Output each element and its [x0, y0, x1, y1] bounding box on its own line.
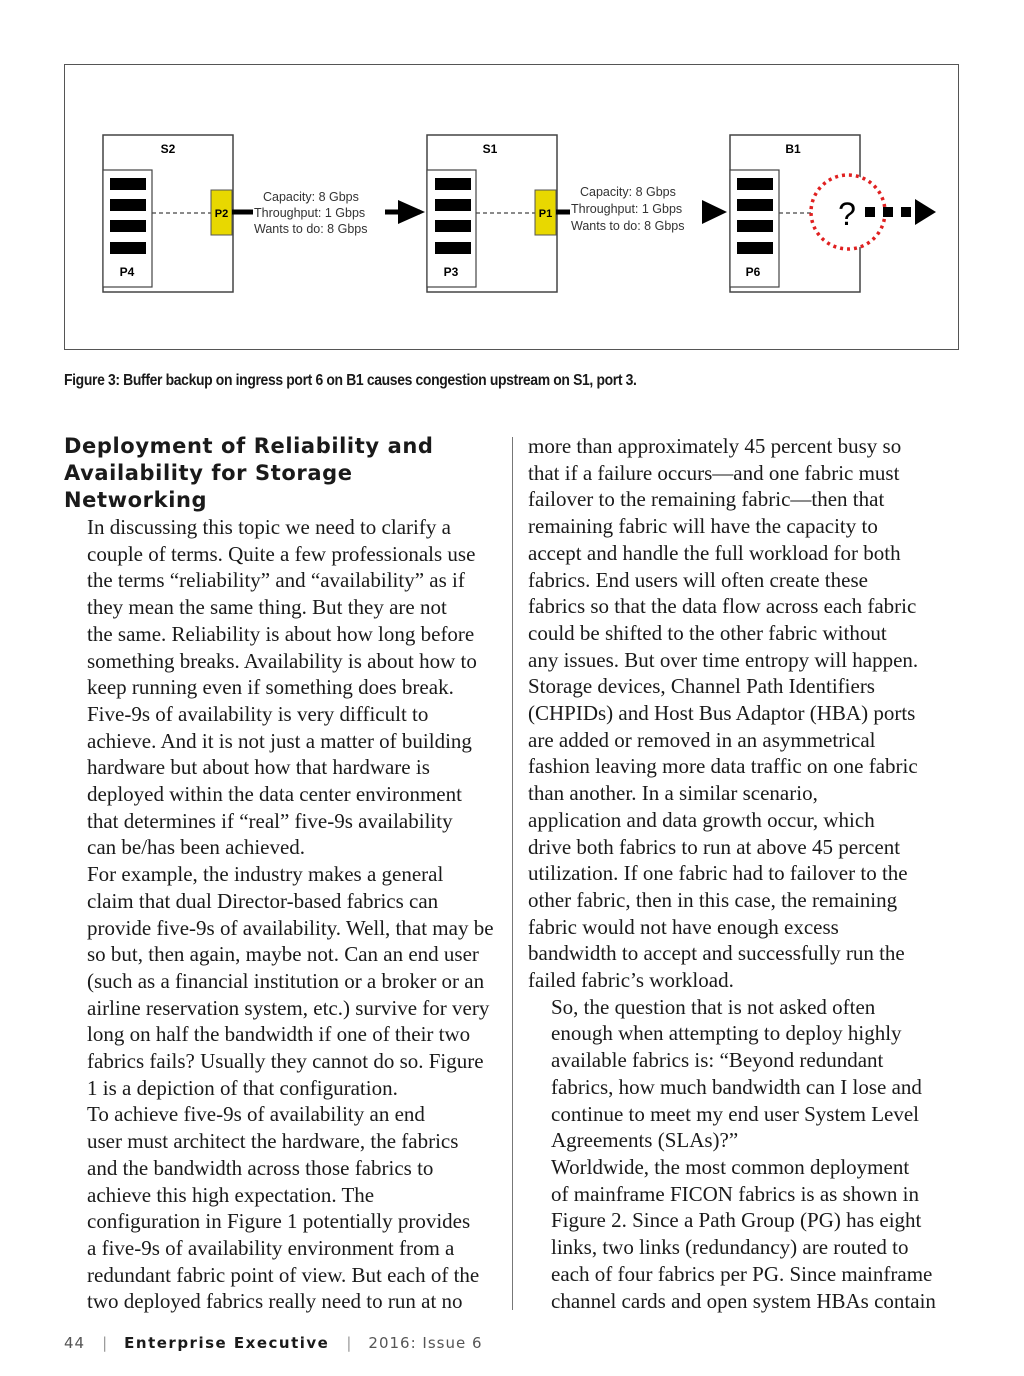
text-line: airline reservation system, etc.) survive for very [87, 995, 490, 1020]
text-line: each of four fabrics per PG. Since mainframe [551, 1261, 933, 1286]
text-line: two deployed fabrics really need to run at no [87, 1289, 463, 1314]
port-p3-label: P3 [443, 265, 459, 279]
text-line: provide five-9s of availability. Well, that may be [87, 915, 494, 940]
column-divider [512, 437, 513, 1310]
text-line: (CHPIDs) and Host Bus Adaptor (HBA) ports [528, 701, 916, 726]
text-line: keep running even if something does break. [87, 675, 454, 700]
text-line: failover to the remaining fabric—then that [528, 487, 885, 512]
link-label-1 [253, 187, 385, 237]
text-line: more than approximately 45 percent busy so [528, 434, 902, 458]
text-line: can be/has been achieved. [87, 835, 306, 860]
text-line: Worldwide, the most common deployment [551, 1154, 910, 1179]
paragraph-continued [528, 433, 964, 994]
paragraph-question [528, 994, 964, 1154]
footer-separator: | [346, 1334, 352, 1352]
text-line: hardware but about how that hardware is [87, 755, 430, 780]
text-line: configuration in Figure 1 potentially provides [87, 1209, 471, 1234]
text-line: they mean the same thing. But they are not [87, 595, 447, 620]
text-line: remaining fabric will have the capacity to [528, 514, 878, 539]
text-line: couple of terms. Quite a few professionals use [87, 541, 476, 566]
text-line: so but, then again, maybe not. Can an end user [87, 942, 479, 967]
unknown-marker: ? [838, 196, 856, 232]
text-line: drive both fabrics to run at above 45 percent [528, 834, 901, 859]
text-line: that if a failure occurs—and one fabric must [528, 460, 900, 485]
text-line: of mainframe FICON fabrics is as shown in [551, 1181, 920, 1206]
right-column [528, 433, 964, 1314]
link1-throughput: Throughput: 1 Gbps [254, 206, 366, 220]
text-line: long on half the bandwidth if one of their two [87, 1022, 471, 1047]
text-line: For example, the industry makes a general [87, 862, 444, 887]
link2-capacity: Capacity: 8 Gbps [580, 185, 676, 199]
paragraph-worldwide [528, 1154, 964, 1314]
text-line: achieve. And it is not just a matter of building [87, 728, 472, 753]
text-line: failed fabric’s workload. [528, 968, 734, 993]
port-p2 [211, 190, 232, 235]
text-line: application and data growth occur, which [528, 807, 875, 832]
text-line: In discussing this topic we need to clarify a [87, 515, 451, 539]
text-line: links, two links (redundancy) are routed to [551, 1235, 909, 1260]
link1-wants: Wants to do: 8 Gbps [254, 222, 368, 236]
text-line: achieve this high expectation. The [87, 1182, 375, 1207]
text-line: something breaks. Availability is about how to [87, 648, 477, 673]
text-line: claim that dual Director-based fabrics can [87, 888, 439, 913]
text-line: To achieve five-9s of availability an end [87, 1102, 425, 1127]
heading-line: Deployment of Reliability and [64, 434, 434, 458]
text-line: fabrics. End users will often create these [528, 567, 868, 592]
switch-s1-label: S1 [482, 142, 498, 156]
issue-label: 2016: Issue 6 [368, 1334, 483, 1352]
text-line: other fabric, then in this case, the remaining [528, 887, 898, 912]
text-line: that determines if “real” five-9s availability [87, 808, 453, 833]
text-line: bandwidth to accept and successfully run the [528, 941, 905, 966]
text-line: fashion leaving more data traffic on one fabric [528, 754, 918, 779]
port-p4-label: P4 [119, 265, 135, 279]
text-line: redundant fabric point of view. But each of the [87, 1262, 480, 1287]
port-p6-label: P6 [745, 265, 761, 279]
congestion-indicator [811, 175, 936, 249]
port-p1 [535, 190, 556, 235]
paragraph-architect [64, 1101, 500, 1315]
page-footer [64, 1334, 483, 1352]
text-line: are added or removed in an asymmetrical [528, 727, 876, 752]
left-column [64, 433, 500, 1315]
text-line: available fabrics is: “Beyond redundant [551, 1048, 884, 1073]
paragraph-example [64, 861, 500, 1101]
paragraph-terms [64, 514, 500, 861]
buffer-backup-diagram [65, 65, 960, 351]
article-heading [64, 433, 500, 514]
magazine-name: Enterprise Executive [124, 1334, 330, 1352]
text-line: channel cards and open system HBAs contain [551, 1288, 936, 1313]
page-number: 44 [64, 1334, 86, 1352]
text-line: the terms “reliability” and “availability” as if [87, 568, 465, 593]
text-line: than another. In a similar scenario, [528, 781, 818, 806]
text-line: the same. Reliability is about how long before [87, 621, 475, 646]
text-line: 1 is a depiction of that configuration. [87, 1075, 398, 1100]
text-line: continue to meet my end user System Level [551, 1101, 919, 1126]
text-line: enough when attempting to deploy highly [551, 1021, 902, 1046]
text-line: could be shifted to the other fabric without [528, 620, 887, 645]
text-line: (such as a financial institution or a broker or an [87, 968, 485, 993]
switch-s2-label: S2 [160, 142, 176, 156]
figure-caption: Figure 3: Buffer backup on ingress port 6 on B1 causes congestion upstream on S1, port 3. [64, 372, 637, 389]
link2-wants: Wants to do: 8 Gbps [571, 219, 685, 233]
text-line: fabric would not have enough excess [528, 914, 839, 939]
text-line: fabrics, how much bandwidth can I lose and [551, 1074, 922, 1099]
switch-b1-label: B1 [785, 142, 801, 156]
text-line: fabrics so that the data flow across each fabric [528, 594, 917, 619]
text-line: Five-9s of availability is very difficult to [87, 701, 429, 726]
link2-throughput: Throughput: 1 Gbps [571, 202, 683, 216]
link1-capacity: Capacity: 8 Gbps [263, 190, 359, 204]
link-label-2 [570, 183, 702, 233]
figure-3-diagram [64, 64, 959, 350]
text-line: Agreements (SLAs)?” [551, 1128, 739, 1153]
port-p1-label: P1 [538, 208, 553, 220]
heading-line: Networking [64, 488, 208, 512]
heading-line: Availability for Storage [64, 461, 353, 485]
text-line: Figure 2. Since a Path Group (PG) has eight [551, 1208, 922, 1233]
text-line: accept and handle the full workload for both [528, 540, 901, 565]
text-line: utilization. If one fabric had to failover to the [528, 861, 908, 886]
text-line: user must architect the hardware, the fabrics [87, 1129, 459, 1154]
text-line: and the bandwidth across those fabrics to [87, 1155, 434, 1180]
text-line: a five-9s of availability environment from a [87, 1235, 455, 1260]
text-line: fabrics fails? Usually they cannot do so. Figure [87, 1049, 484, 1074]
footer-separator: | [102, 1334, 108, 1352]
outbound-arrow-icon [915, 199, 936, 225]
port-p2-label: P2 [214, 208, 229, 220]
text-line: So, the question that is not asked often [551, 994, 876, 1019]
text-line: Storage devices, Channel Path Identifiers [528, 674, 875, 699]
text-line: deployed within the data center environment [87, 782, 462, 807]
text-line: any issues. But over time entropy will happen. [528, 647, 919, 672]
